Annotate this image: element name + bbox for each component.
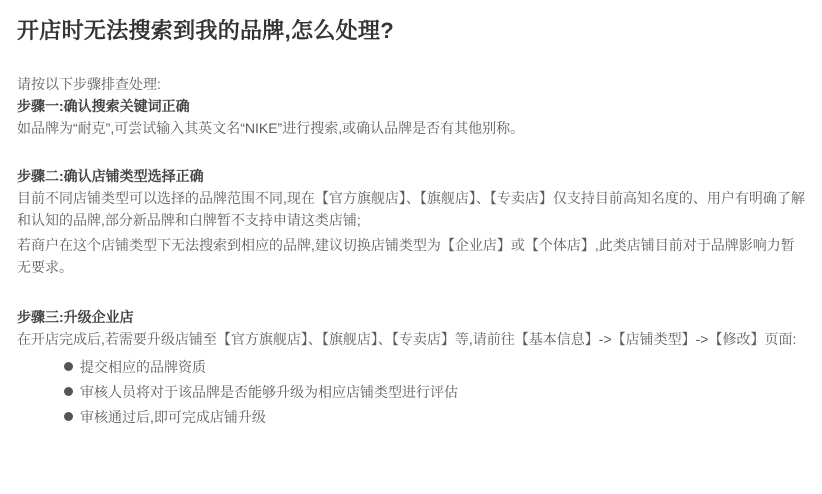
list-item-text: 审核通过后,即可完成店铺升级 — [80, 408, 266, 425]
step-2-heading: 步骤二:确认店铺类型选择正确 — [17, 168, 204, 184]
bullet-icon — [64, 387, 73, 396]
list-item — [64, 354, 806, 379]
list-item-text: 审核人员将对于该品牌是否能够升级为相应店铺类型进行评估 — [80, 383, 458, 400]
step-1-section — [17, 95, 806, 139]
bullet-icon — [64, 412, 73, 421]
step-1-heading: 步骤一:确认搜索关键词正确 — [17, 98, 190, 114]
page-title: 开店时无法搜索到我的品牌,怎么处理? — [17, 18, 394, 43]
bullet-icon — [64, 362, 73, 371]
step-2-section — [17, 165, 806, 278]
step-2-paragraph-1: 目前不同店铺类型可以选择的品牌范围不同,现在【官方旗舰店】、【旗舰店】、【专卖店】仅支持目前高知名度的、用户有明确了解和认知的品牌,部分新品牌和白牌暂不支持申请这类店铺; — [17, 190, 805, 228]
list-item-text: 提交相应的品牌资质 — [80, 358, 206, 375]
step-3-bullet-list — [17, 354, 806, 429]
step-1-paragraph: 如品牌为“耐克”,可尝试输入其英文名“NIKE”进行搜索,或确认品牌是否有其他别称。 — [17, 120, 525, 136]
list-item — [64, 379, 806, 404]
step-3-paragraph: 在开店完成后,若需要升级店铺至【官方旗舰店】、【旗舰店】、【专卖店】等,请前往【基本信息】->【店铺类型】->【修改】页面: — [17, 331, 797, 347]
step-3-heading: 步骤三:升级企业店 — [17, 309, 134, 325]
intro-text: 请按以下步骤排查处理: — [17, 76, 161, 92]
step-2-paragraph-2: 若商户在这个店铺类型下无法搜索到相应的品牌,建议切换店铺类型为【企业店】或【个体店】,此类店铺目前对于品牌影响力暂无要求。 — [17, 237, 795, 275]
list-item — [64, 404, 806, 429]
step-3-section — [17, 306, 806, 429]
